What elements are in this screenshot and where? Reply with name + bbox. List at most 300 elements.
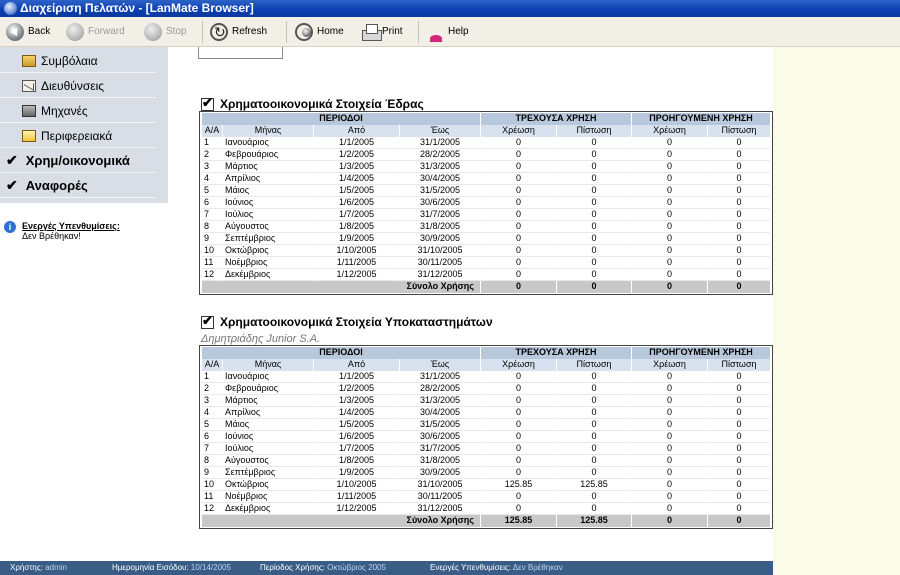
cell-to: 31/8/2005	[400, 455, 480, 467]
table-row	[202, 137, 770, 149]
stop-icon	[144, 23, 162, 41]
cell-to: 31/10/2005	[400, 245, 480, 257]
reminders-panel	[4, 221, 164, 241]
total-debit-prev: 0	[632, 281, 707, 293]
cell-credit: 125.85	[557, 479, 631, 491]
cell-month: Απρίλιος	[223, 173, 313, 185]
cell-debit: 0	[481, 467, 556, 479]
col-debit: Χρέωση	[481, 359, 556, 371]
total-credit: 0	[557, 281, 631, 293]
sidebar	[0, 47, 168, 203]
section-title-text: Χρηματοοικονομικά Στοιχεία Υποκαταστημάτων	[220, 315, 493, 329]
cell-to: 31/3/2005	[400, 395, 480, 407]
cell-credit: 0	[557, 233, 631, 245]
cell-aa: 8	[202, 221, 222, 233]
forward-label: Forward	[88, 26, 125, 37]
cell-aa: 10	[202, 479, 222, 491]
cell-debit-prev: 0	[632, 371, 707, 383]
cell-credit-prev: 0	[708, 443, 770, 455]
cell-month: Μάρτιος	[223, 161, 313, 173]
cell-aa: 11	[202, 491, 222, 503]
cell-from: 1/7/2005	[314, 443, 399, 455]
status-period	[260, 561, 386, 575]
sidebar-item-peripherals[interactable]	[0, 124, 156, 148]
cell-month: Νοέμβριος	[223, 491, 313, 503]
cell-from: 1/5/2005	[314, 185, 399, 197]
cell-from: 1/6/2005	[314, 197, 399, 209]
cell-credit-prev: 0	[708, 467, 770, 479]
table-row	[202, 161, 770, 173]
header-current-year: ΤΡΕΧΟΥΣΑ ΧΡΗΣΗ	[481, 113, 631, 125]
mail-icon	[22, 80, 36, 92]
cell-credit-prev: 0	[708, 407, 770, 419]
cell-credit: 0	[557, 395, 631, 407]
app-icon	[4, 2, 17, 15]
cell-to: 31/1/2005	[400, 371, 480, 383]
table-total-row	[202, 515, 770, 527]
col-credit: Πίστωση	[557, 125, 631, 137]
col-aa: Α/Α	[202, 125, 222, 137]
col-credit-prev: Πίστωση	[708, 125, 770, 137]
col-to: Έως	[400, 359, 480, 371]
table-row	[202, 395, 770, 407]
cell-debit: 0	[481, 173, 556, 185]
cell-to: 31/7/2005	[400, 443, 480, 455]
status-period-label: Περίοδος Χρήσης:	[260, 563, 325, 572]
cell-debit: 0	[481, 269, 556, 281]
table-row	[202, 371, 770, 383]
cell-credit-prev: 0	[708, 371, 770, 383]
cell-from: 1/1/2005	[314, 137, 399, 149]
header-periods: ΠΕΡΙΟΔΟΙ	[202, 347, 480, 359]
cell-month: Σεπτέμβριος	[223, 233, 313, 245]
cell-credit-prev: 0	[708, 395, 770, 407]
table-row	[202, 443, 770, 455]
cell-to: 30/4/2005	[400, 173, 480, 185]
table-row	[202, 479, 770, 491]
cell-aa: 7	[202, 443, 222, 455]
cell-month: Δεκέμβριος	[223, 503, 313, 515]
cell-credit: 0	[557, 371, 631, 383]
cell-to: 31/12/2005	[400, 269, 480, 281]
cell-from: 1/11/2005	[314, 491, 399, 503]
reminders-title[interactable]: Ενεργές Υπενθυμίσεις:	[22, 221, 120, 231]
cell-to: 30/9/2005	[400, 233, 480, 245]
table-row	[202, 407, 770, 419]
cell-credit-prev: 0	[708, 419, 770, 431]
stop-button[interactable]	[144, 21, 187, 43]
table-row	[202, 491, 770, 503]
cell-credit: 0	[557, 383, 631, 395]
cell-aa: 4	[202, 173, 222, 185]
cell-month: Φεβρουάριος	[223, 383, 313, 395]
cell-credit-prev: 0	[708, 149, 770, 161]
cell-from: 1/8/2005	[314, 455, 399, 467]
cell-aa: 6	[202, 431, 222, 443]
right-pane	[773, 47, 900, 575]
cell-to: 30/6/2005	[400, 197, 480, 209]
cell-month: Απρίλιος	[223, 407, 313, 419]
cell-debit: 0	[481, 371, 556, 383]
home-button[interactable]	[295, 21, 344, 43]
total-credit-prev: 0	[708, 281, 770, 293]
cell-debit-prev: 0	[632, 245, 707, 257]
sidebar-item-label: Διευθύνσεις	[41, 78, 105, 93]
cell-aa: 5	[202, 419, 222, 431]
header-periods: ΠΕΡΙΟΔΟΙ	[202, 113, 480, 125]
status-date-value: 10/14/2005	[190, 563, 231, 572]
toolbar-separator	[286, 21, 287, 43]
cell-debit: 0	[481, 137, 556, 149]
cell-to: 28/2/2005	[400, 149, 480, 161]
table-row	[202, 185, 770, 197]
section-title-headquarters	[201, 97, 424, 111]
total-credit: 125.85	[557, 515, 631, 527]
cell-debit-prev: 0	[632, 161, 707, 173]
help-label: Help	[448, 26, 469, 37]
cell-to: 30/6/2005	[400, 431, 480, 443]
cell-debit-prev: 0	[632, 233, 707, 245]
status-reminders-value: Δεν Βρέθηκαν	[512, 563, 563, 572]
table-row	[202, 173, 770, 185]
financials-table-branches	[199, 345, 773, 529]
cell-credit-prev: 0	[708, 173, 770, 185]
check-icon: ✔	[6, 177, 18, 193]
cell-debit: 0	[481, 407, 556, 419]
status-user-label: Χρήστης:	[10, 563, 43, 572]
cell-from: 1/2/2005	[314, 383, 399, 395]
help-icon	[426, 23, 444, 41]
cell-debit: 0	[481, 245, 556, 257]
window-title-bar	[0, 0, 900, 17]
financials-table-headquarters	[199, 111, 773, 295]
table-row	[202, 467, 770, 479]
status-reminders-label: Ενεργές Υπενθυμίσεις:	[430, 563, 511, 572]
cell-credit-prev: 0	[708, 431, 770, 443]
cell-credit: 0	[557, 431, 631, 443]
help-button[interactable]	[426, 21, 469, 43]
col-from: Από	[314, 359, 399, 371]
status-login-date	[112, 561, 231, 575]
cell-debit: 0	[481, 149, 556, 161]
sidebar-item-label: Αναφορές	[25, 178, 88, 193]
cell-debit: 0	[481, 257, 556, 269]
cell-debit-prev: 0	[632, 209, 707, 221]
cell-credit: 0	[557, 467, 631, 479]
sidebar-item-reports[interactable]	[0, 174, 156, 198]
cell-debit: 0	[481, 455, 556, 467]
cell-aa: 2	[202, 383, 222, 395]
cell-debit: 0	[481, 431, 556, 443]
back-label: Back	[28, 26, 51, 37]
cell-debit-prev: 0	[632, 479, 707, 491]
window-title: Διαχείριση Πελατών - [LanMate Browser]	[20, 1, 254, 15]
cell-from: 1/3/2005	[314, 161, 399, 173]
cell-credit: 0	[557, 257, 631, 269]
scrolled-element-edge	[198, 47, 283, 59]
cell-to: 31/5/2005	[400, 419, 480, 431]
forward-arrow-icon	[66, 23, 84, 41]
cell-credit-prev: 0	[708, 209, 770, 221]
back-button[interactable]	[6, 21, 50, 43]
cell-debit: 0	[481, 233, 556, 245]
cell-from: 1/5/2005	[314, 419, 399, 431]
sidebar-item-addresses[interactable]	[0, 74, 156, 98]
cell-debit-prev: 0	[632, 419, 707, 431]
table-row	[202, 233, 770, 245]
cell-from: 1/1/2005	[314, 371, 399, 383]
cell-from: 1/6/2005	[314, 431, 399, 443]
cell-debit: 0	[481, 503, 556, 515]
cell-to: 30/11/2005	[400, 491, 480, 503]
print-button[interactable]	[360, 21, 403, 43]
cell-credit-prev: 0	[708, 383, 770, 395]
cell-month: Ιούλιος	[223, 209, 313, 221]
cell-debit-prev: 0	[632, 443, 707, 455]
cell-credit-prev: 0	[708, 503, 770, 515]
cell-credit-prev: 0	[708, 269, 770, 281]
toolbar-separator	[202, 21, 203, 43]
col-debit-prev: Χρέωση	[632, 359, 707, 371]
cell-debit-prev: 0	[632, 221, 707, 233]
refresh-label: Refresh	[232, 26, 268, 37]
cell-month: Νοέμβριος	[223, 257, 313, 269]
cell-aa: 3	[202, 161, 222, 173]
total-debit-prev: 0	[632, 515, 707, 527]
status-user-value: admin	[45, 563, 67, 572]
cell-credit-prev: 0	[708, 257, 770, 269]
reminders-value: Δεν Βρέθηκαν!	[22, 231, 81, 241]
cell-credit: 0	[557, 443, 631, 455]
cell-to: 31/7/2005	[400, 209, 480, 221]
table-row	[202, 455, 770, 467]
cell-from: 1/11/2005	[314, 257, 399, 269]
cell-aa: 7	[202, 209, 222, 221]
cell-credit: 0	[557, 197, 631, 209]
cell-month: Ιούνιος	[223, 431, 313, 443]
cell-debit: 0	[481, 419, 556, 431]
cell-debit-prev: 0	[632, 455, 707, 467]
cell-month: Ιανουάριος	[223, 371, 313, 383]
cell-credit: 0	[557, 137, 631, 149]
cell-aa: 10	[202, 245, 222, 257]
cell-credit-prev: 0	[708, 233, 770, 245]
cell-credit: 0	[557, 161, 631, 173]
table-row	[202, 197, 770, 209]
total-credit-prev: 0	[708, 515, 770, 527]
cell-from: 1/12/2005	[314, 503, 399, 515]
print-label: Print	[382, 26, 403, 37]
sidebar-item-machines[interactable]	[0, 99, 156, 123]
cell-month: Δεκέμβριος	[223, 269, 313, 281]
total-label: Σύνολο Χρήσης	[202, 515, 480, 527]
branch-name: Δημητριάδης Junior S.A.	[201, 333, 321, 345]
table-row	[202, 149, 770, 161]
col-to: Έως	[400, 125, 480, 137]
cell-debit-prev: 0	[632, 197, 707, 209]
cell-debit: 0	[481, 197, 556, 209]
status-user	[10, 561, 67, 575]
sidebar-item-label: Συμβόλαια	[41, 53, 98, 68]
cell-from: 1/8/2005	[314, 221, 399, 233]
cell-aa: 4	[202, 407, 222, 419]
table-row	[202, 269, 770, 281]
cell-aa: 3	[202, 395, 222, 407]
cell-debit-prev: 0	[632, 257, 707, 269]
section-title-text: Χρηματοοικονομικά Στοιχεία Έδρας	[220, 97, 424, 111]
status-period-value: Οκτώβριος 2005	[327, 563, 386, 572]
cell-credit: 0	[557, 185, 631, 197]
cell-to: 31/1/2005	[400, 137, 480, 149]
status-bar	[0, 561, 773, 575]
cell-debit: 0	[481, 443, 556, 455]
header-current-year: ΤΡΕΧΟΥΣΑ ΧΡΗΣΗ	[481, 347, 631, 359]
cell-credit: 0	[557, 503, 631, 515]
printer-icon	[360, 23, 378, 41]
cell-debit: 0	[481, 185, 556, 197]
cell-aa: 8	[202, 455, 222, 467]
cell-to: 31/8/2005	[400, 221, 480, 233]
cell-month: Οκτώβριος	[223, 479, 313, 491]
cell-aa: 5	[202, 185, 222, 197]
cell-credit: 0	[557, 419, 631, 431]
total-debit: 125.85	[481, 515, 556, 527]
cell-month: Αύγουστος	[223, 221, 313, 233]
col-month: Μήνας	[223, 125, 313, 137]
cell-aa: 9	[202, 233, 222, 245]
cell-credit-prev: 0	[708, 455, 770, 467]
col-debit: Χρέωση	[481, 125, 556, 137]
total-debit: 0	[481, 281, 556, 293]
status-reminders	[430, 561, 563, 575]
cell-aa: 2	[202, 149, 222, 161]
cell-credit: 0	[557, 149, 631, 161]
table-row	[202, 257, 770, 269]
cell-month: Μάρτιος	[223, 395, 313, 407]
cell-month: Ιούνιος	[223, 197, 313, 209]
table-row	[202, 245, 770, 257]
total-label: Σύνολο Χρήσης	[202, 281, 480, 293]
table-total-row	[202, 281, 770, 293]
cell-debit-prev: 0	[632, 395, 707, 407]
cell-debit-prev: 0	[632, 173, 707, 185]
cell-aa: 9	[202, 467, 222, 479]
cell-credit: 0	[557, 269, 631, 281]
checkbox-checked[interactable]	[201, 316, 214, 329]
cell-credit-prev: 0	[708, 479, 770, 491]
cell-credit-prev: 0	[708, 197, 770, 209]
back-arrow-icon	[6, 23, 24, 41]
cell-to: 31/12/2005	[400, 503, 480, 515]
cell-month: Αύγουστος	[223, 455, 313, 467]
refresh-button[interactable]	[210, 21, 267, 43]
sidebar-item-financials[interactable]	[0, 149, 156, 173]
checkbox-checked[interactable]	[201, 98, 214, 111]
cell-debit: 0	[481, 383, 556, 395]
cell-from: 1/2/2005	[314, 149, 399, 161]
cell-month: Ιούλιος	[223, 443, 313, 455]
cell-from: 1/3/2005	[314, 395, 399, 407]
contract-icon	[22, 55, 36, 67]
cell-month: Μάιος	[223, 419, 313, 431]
cell-aa: 6	[202, 197, 222, 209]
cell-debit: 125.85	[481, 479, 556, 491]
cell-debit-prev: 0	[632, 137, 707, 149]
cell-to: 31/5/2005	[400, 185, 480, 197]
table-row	[202, 431, 770, 443]
peripheral-icon	[22, 130, 36, 142]
cell-from: 1/12/2005	[314, 269, 399, 281]
cell-debit-prev: 0	[632, 491, 707, 503]
col-month: Μήνας	[223, 359, 313, 371]
cell-debit-prev: 0	[632, 467, 707, 479]
cell-month: Ιανουάριος	[223, 137, 313, 149]
cell-debit-prev: 0	[632, 185, 707, 197]
cell-credit-prev: 0	[708, 245, 770, 257]
cell-credit: 0	[557, 173, 631, 185]
cell-credit: 0	[557, 455, 631, 467]
machine-icon	[22, 105, 36, 117]
header-previous-year: ΠΡΟΗΓΟΥΜΕΝΗ ΧΡΗΣΗ	[632, 347, 770, 359]
cell-to: 31/3/2005	[400, 161, 480, 173]
toolbar	[0, 17, 900, 47]
cell-credit-prev: 0	[708, 185, 770, 197]
stop-label: Stop	[166, 26, 187, 37]
cell-credit-prev: 0	[708, 221, 770, 233]
forward-button[interactable]	[66, 21, 125, 43]
col-aa: Α/Α	[202, 359, 222, 371]
cell-aa: 1	[202, 137, 222, 149]
cell-credit: 0	[557, 209, 631, 221]
cell-month: Σεπτέμβριος	[223, 467, 313, 479]
cell-debit-prev: 0	[632, 149, 707, 161]
cell-credit: 0	[557, 407, 631, 419]
cell-debit: 0	[481, 395, 556, 407]
cell-debit-prev: 0	[632, 407, 707, 419]
col-credit-prev: Πίστωση	[708, 359, 770, 371]
sidebar-item-label: Μηχανές	[41, 103, 88, 118]
cell-debit: 0	[481, 161, 556, 173]
cell-to: 30/4/2005	[400, 407, 480, 419]
cell-debit-prev: 0	[632, 503, 707, 515]
cell-debit: 0	[481, 221, 556, 233]
header-previous-year: ΠΡΟΗΓΟΥΜΕΝΗ ΧΡΗΣΗ	[632, 113, 770, 125]
cell-aa: 12	[202, 269, 222, 281]
cell-from: 1/7/2005	[314, 209, 399, 221]
section-title-branches	[201, 315, 493, 329]
cell-credit-prev: 0	[708, 491, 770, 503]
cell-month: Φεβρουάριος	[223, 149, 313, 161]
cell-to: 31/10/2005	[400, 479, 480, 491]
cell-credit: 0	[557, 221, 631, 233]
cell-credit: 0	[557, 491, 631, 503]
cell-from: 1/10/2005	[314, 479, 399, 491]
check-icon: ✔	[6, 152, 18, 168]
refresh-icon	[210, 23, 228, 41]
cell-from: 1/10/2005	[314, 245, 399, 257]
table-row	[202, 209, 770, 221]
table-row	[202, 221, 770, 233]
cell-credit-prev: 0	[708, 137, 770, 149]
cell-month: Οκτώβριος	[223, 245, 313, 257]
cell-aa: 1	[202, 371, 222, 383]
table-row	[202, 419, 770, 431]
home-label: Home	[317, 26, 344, 37]
cell-debit: 0	[481, 209, 556, 221]
toolbar-separator	[418, 21, 419, 43]
sidebar-item-contracts[interactable]	[0, 49, 156, 73]
cell-from: 1/9/2005	[314, 467, 399, 479]
